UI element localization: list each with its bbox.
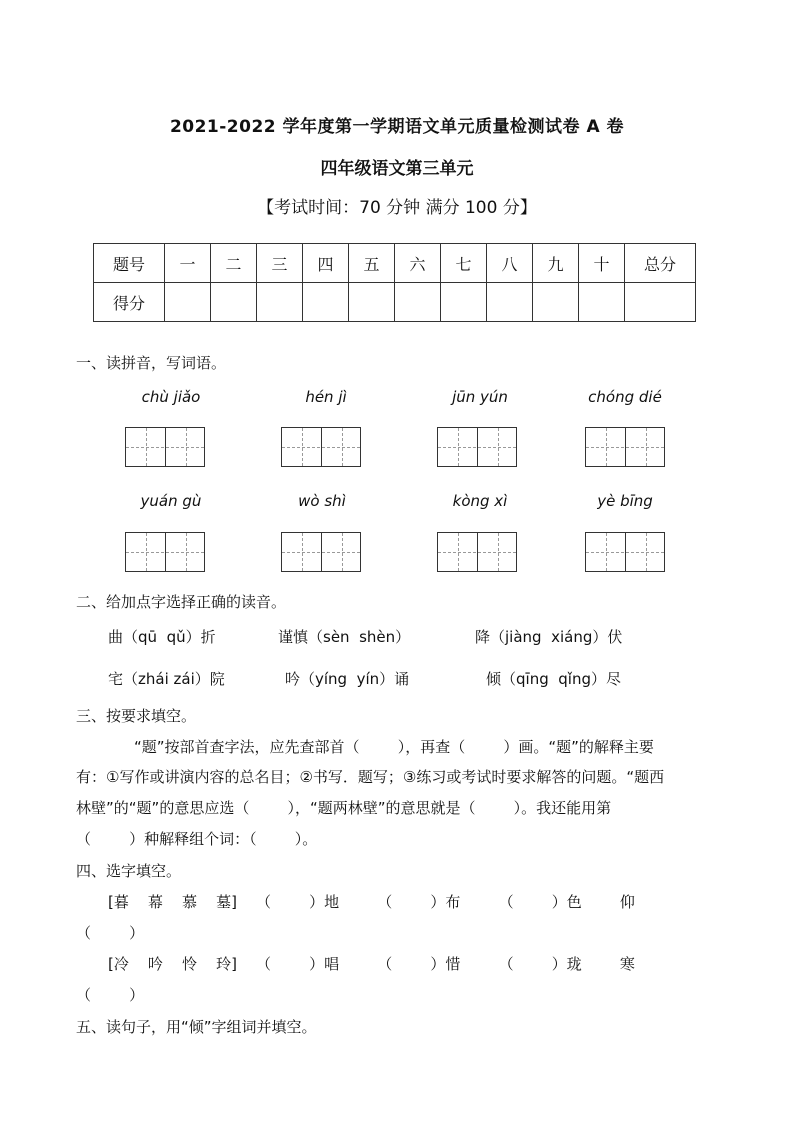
pinyin-label: chóng dié	[588, 388, 662, 406]
score-cell: 五	[349, 244, 395, 283]
q2-item: 曲（qū qǔ）折	[108, 628, 216, 646]
pinyin-label: wò shì	[298, 492, 346, 510]
pinyin-label: yè bīng	[597, 492, 653, 510]
q2-item: 宅（zhái zái）院	[108, 670, 225, 688]
pinyin-label: jūn yún	[452, 388, 508, 406]
q5-heading: 五、读句子，用“倾”字组词并填空。	[76, 1018, 317, 1036]
score-cell: 得分	[94, 283, 165, 322]
q2-item: 谨慎（sèn shèn）	[278, 628, 411, 646]
q3-text-line: （ ）种解释组个词：（ ）。	[76, 830, 318, 848]
writing-grid[interactable]	[585, 532, 665, 572]
writing-grid[interactable]	[437, 532, 517, 572]
q4-heading: 四、选字填空。	[76, 862, 182, 880]
score-input-cell[interactable]	[349, 283, 395, 322]
q4-text-line: [冷 吟 怜 玲] （ ）唱 （ ）惜 （ ）珑 寒	[108, 955, 635, 973]
q2-item: 降（jiàng xiáng）伏	[475, 628, 623, 646]
writing-grid[interactable]	[125, 427, 205, 467]
q4-text-line: （ ）	[76, 986, 145, 1004]
score-input-cell[interactable]	[395, 283, 441, 322]
score-cell: 七	[441, 244, 487, 283]
writing-grid[interactable]	[125, 532, 205, 572]
exam-info: 【考试时间：70 分钟 满分 100 分】	[257, 198, 537, 218]
q3-text-line: 林壁”的“题”的意思应选（ ），“题两林壁”的意思就是（ ）。我还能用第	[76, 799, 612, 817]
score-input-cell[interactable]	[303, 283, 349, 322]
score-input-cell[interactable]	[533, 283, 579, 322]
score-input-cell[interactable]	[165, 283, 211, 322]
score-input-cell[interactable]	[579, 283, 625, 322]
q2-item: 倾（qīng qǐng）尽	[486, 670, 621, 688]
score-table-header-row	[94, 244, 696, 283]
q1-heading: 一、读拼音，写词语。	[76, 354, 227, 372]
score-cell: 十	[579, 244, 625, 283]
score-input-cell[interactable]	[487, 283, 533, 322]
writing-grid[interactable]	[281, 427, 361, 467]
writing-grid[interactable]	[437, 427, 517, 467]
score-input-cell[interactable]	[441, 283, 487, 322]
writing-grid[interactable]	[281, 532, 361, 572]
score-table	[93, 243, 696, 322]
writing-grid[interactable]	[585, 427, 665, 467]
q4-text-line: （ ）	[76, 924, 145, 942]
score-cell: 四	[303, 244, 349, 283]
exam-subtitle: 四年级语文第三单元	[320, 159, 474, 179]
q3-text-line: “题”按部首查字法，应先查部首（ ），再查（ ）画。“题”的解释主要	[134, 738, 654, 756]
score-cell: 三	[257, 244, 303, 283]
score-input-cell[interactable]	[257, 283, 303, 322]
score-cell: 八	[487, 244, 533, 283]
score-cell: 六	[395, 244, 441, 283]
score-input-cell[interactable]	[211, 283, 257, 322]
score-cell: 题号	[94, 244, 165, 283]
q4-text-line: [暮 幕 慕 墓] （ ）地 （ ）布 （ ）色 仰	[108, 893, 635, 911]
q3-heading: 三、按要求填空。	[76, 707, 197, 725]
score-table-score-row	[94, 283, 696, 322]
q2-item: 吟（yíng yín）诵	[285, 670, 410, 688]
pinyin-label: yuán gù	[140, 492, 202, 510]
exam-title: 2021-2022 学年度第一学期语文单元质量检测试卷 A 卷	[169, 117, 625, 137]
pinyin-label: kòng xì	[452, 492, 508, 510]
q2-heading: 二、给加点字选择正确的读音。	[76, 593, 287, 611]
pinyin-label: hén jì	[305, 388, 347, 406]
score-cell: 二	[211, 244, 257, 283]
score-cell: 九	[533, 244, 579, 283]
score-input-cell[interactable]	[625, 283, 696, 322]
score-cell: 总分	[625, 244, 696, 283]
q3-text-line: 有：①写作或讲演内容的总名目；②书写．题写；③练习或考试时要求解答的问题。“题西	[76, 768, 665, 786]
score-cell: 一	[165, 244, 211, 283]
pinyin-label: chù jiǎo	[141, 388, 201, 406]
